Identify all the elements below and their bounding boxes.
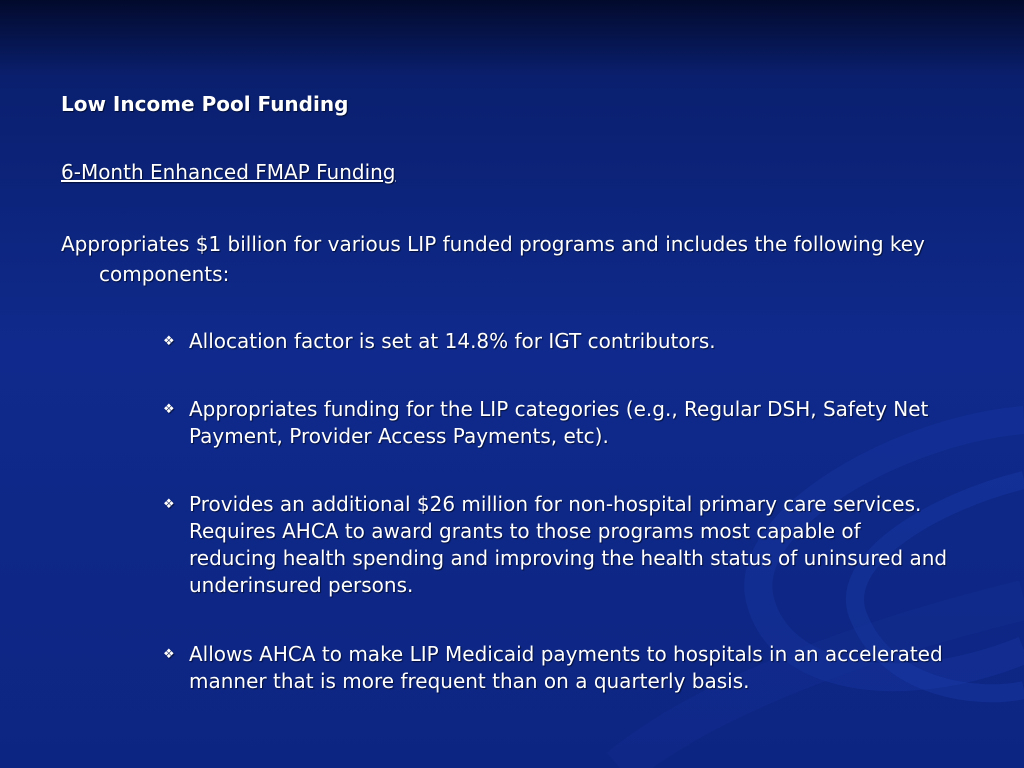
intro-paragraph: Appropriates $1 billion for various LIP funded programs and includes the following key components: (61, 232, 925, 286)
bullet-item (163, 491, 949, 599)
bullet-text: Provides an additional $26 million for non-hospital primary care services. Requires AHCA to award grants to those programs most capable of reducing health spending and improving the health status of uninsured and underinsured persons. (189, 492, 948, 597)
diamond-flower-bullet-icon: ❖ (163, 402, 175, 417)
bullet-item (163, 328, 949, 355)
diamond-flower-bullet-icon: ❖ (163, 497, 175, 512)
bullet-text: Appropriates funding for the LIP categories (e.g., Regular DSH, Safety Net Payment, Provider Access Payments, etc). (189, 397, 929, 448)
diamond-flower-bullet-icon: ❖ (163, 647, 175, 662)
bullet-item (163, 396, 949, 450)
bullet-text: Allocation factor is set at 14.8% for IGT contributors. (189, 329, 716, 353)
bullet-text: Allows AHCA to make LIP Medicaid payments to hospitals in an accelerated manner that is more frequent than on a quarterly basis. (189, 642, 943, 693)
slide-title: Low Income Pool Funding (61, 92, 349, 116)
bullet-item (163, 641, 949, 695)
slide-subtitle: 6-Month Enhanced FMAP Funding (61, 160, 396, 184)
diamond-flower-bullet-icon: ❖ (163, 334, 175, 349)
